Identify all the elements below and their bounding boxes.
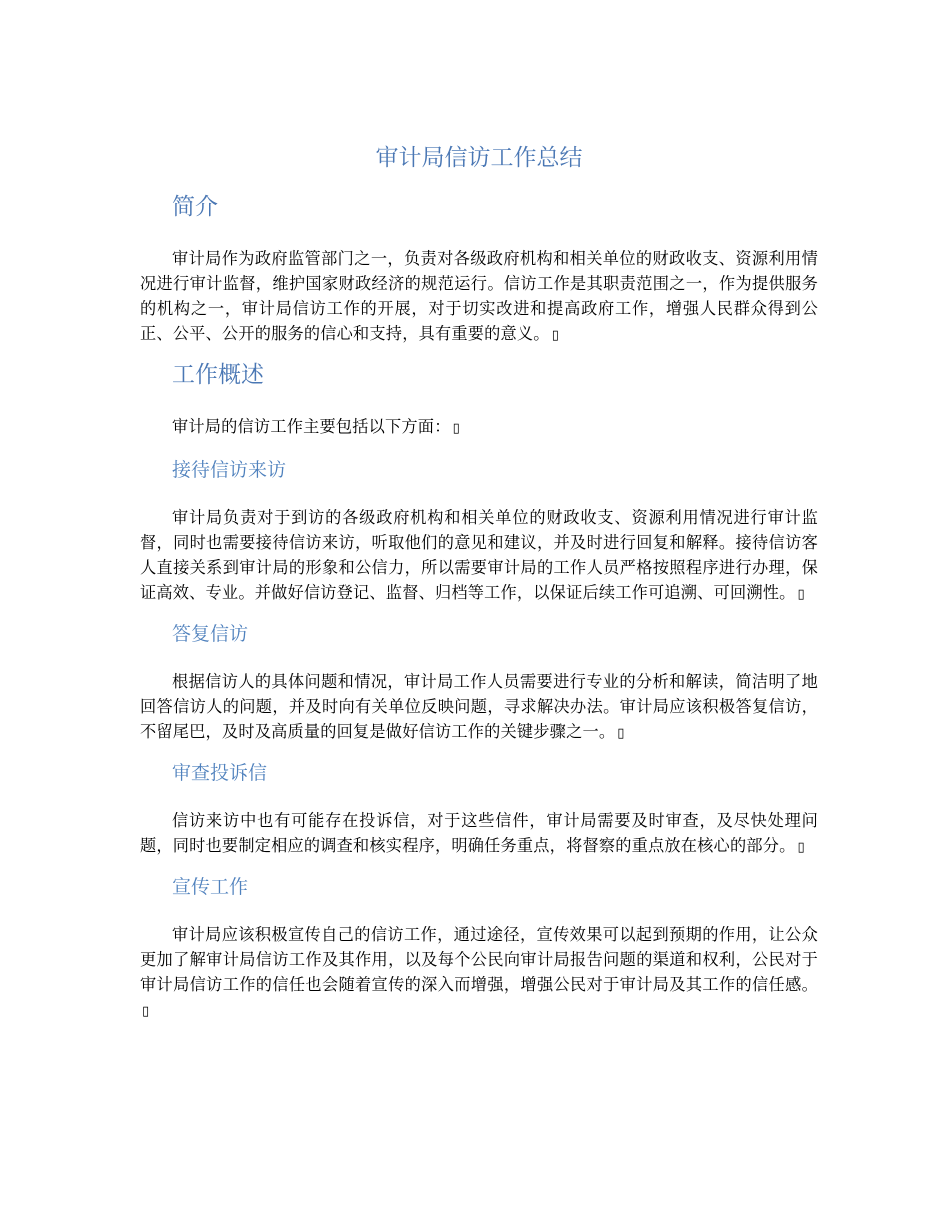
paragraph-intro-text: 审计局作为政府监管部门之一，负责对各级政府机构和相关单位的财政收支、资源利用情况进行审计监督，维护国家财政经济的规范运行。信访工作是其职责范围之一，作为提供服务的机构之一，审计局信访工作的开展，对于切实改进和提高政府工作，增强人民群众得到公正、公平、公开的服务的信心和支持，具有重要的意义。 xyxy=(140,249,818,343)
heading-overview: 工作概述 xyxy=(172,362,264,388)
heading-reception: 接待信访来访 xyxy=(172,459,287,481)
paragraph-complaints xyxy=(140,808,818,860)
paragraph-mark: ▯ xyxy=(142,1004,150,1019)
paragraph-publicity-text: 审计局应该积极宣传自己的信访工作，通过途径，宣传效果可以起到预期的作用，让公众更加了解审计局信访工作及其作用，以及每个公民向审计局报告问题的渠道和权利，公民对于审计局信访工作的信任也会随着宣传的深入而增强，增强公民对于审计局及其工作的信任感。 xyxy=(140,925,818,994)
paragraph-complaints-text: 信访来访中也有可能存在投诉信，对于这些信件，审计局需要及时审查，及尽快处理问题，同时也要制定相应的调查和核实程序，明确任务重点，将督察的重点放在核心的部分。 xyxy=(140,811,818,855)
paragraph-mark: ▯ xyxy=(797,587,805,602)
paragraph-publicity xyxy=(140,922,818,1024)
paragraph-reception-text: 审计局负责对于到访的各级政府机构和相关单位的财政收支、资源利用情况进行审计监督，同时也需要接待信访来访，听取他们的意见和建议，并及时进行回复和解释。接待信访客人直接关系到审计局的形象和公信力，所以需要审计局的工作人员严格按照程序进行办理，保证高效、专业。并做好信访登记、监督、归档等工作，以保证后续工作可追溯、可回溯性。 xyxy=(140,508,818,602)
paragraph-reply xyxy=(140,669,818,746)
heading-reply: 答复信访 xyxy=(172,623,249,645)
paragraph-reply-text: 根据信访人的具体问题和情况，审计局工作人员需要进行专业的分析和解读，简洁明了地回答信访人的问题，并及时向有关单位反映问题，寻求解决办法。审计局应该积极答复信访，不留尾巴，及时及高质量的回复是做好信访工作的关键步骤之一。 xyxy=(140,672,818,741)
paragraph-mark: ▯ xyxy=(452,421,460,436)
paragraph-overview-text: 审计局的信访工作主要包括以下方面： xyxy=(172,417,451,436)
paragraph-mark: ▯ xyxy=(797,840,805,855)
document-body xyxy=(140,140,818,1024)
paragraph-intro xyxy=(140,246,818,348)
paragraph-overview xyxy=(140,414,818,441)
heading-complaints: 审查投诉信 xyxy=(172,762,268,784)
paragraph-reception xyxy=(140,505,818,607)
paragraph-mark: ▯ xyxy=(617,726,625,741)
heading-publicity: 宣传工作 xyxy=(172,876,249,898)
heading-intro: 简介 xyxy=(172,194,218,220)
paragraph-mark: ▯ xyxy=(551,328,560,343)
document-title: 审计局信访工作总结 xyxy=(375,145,583,171)
